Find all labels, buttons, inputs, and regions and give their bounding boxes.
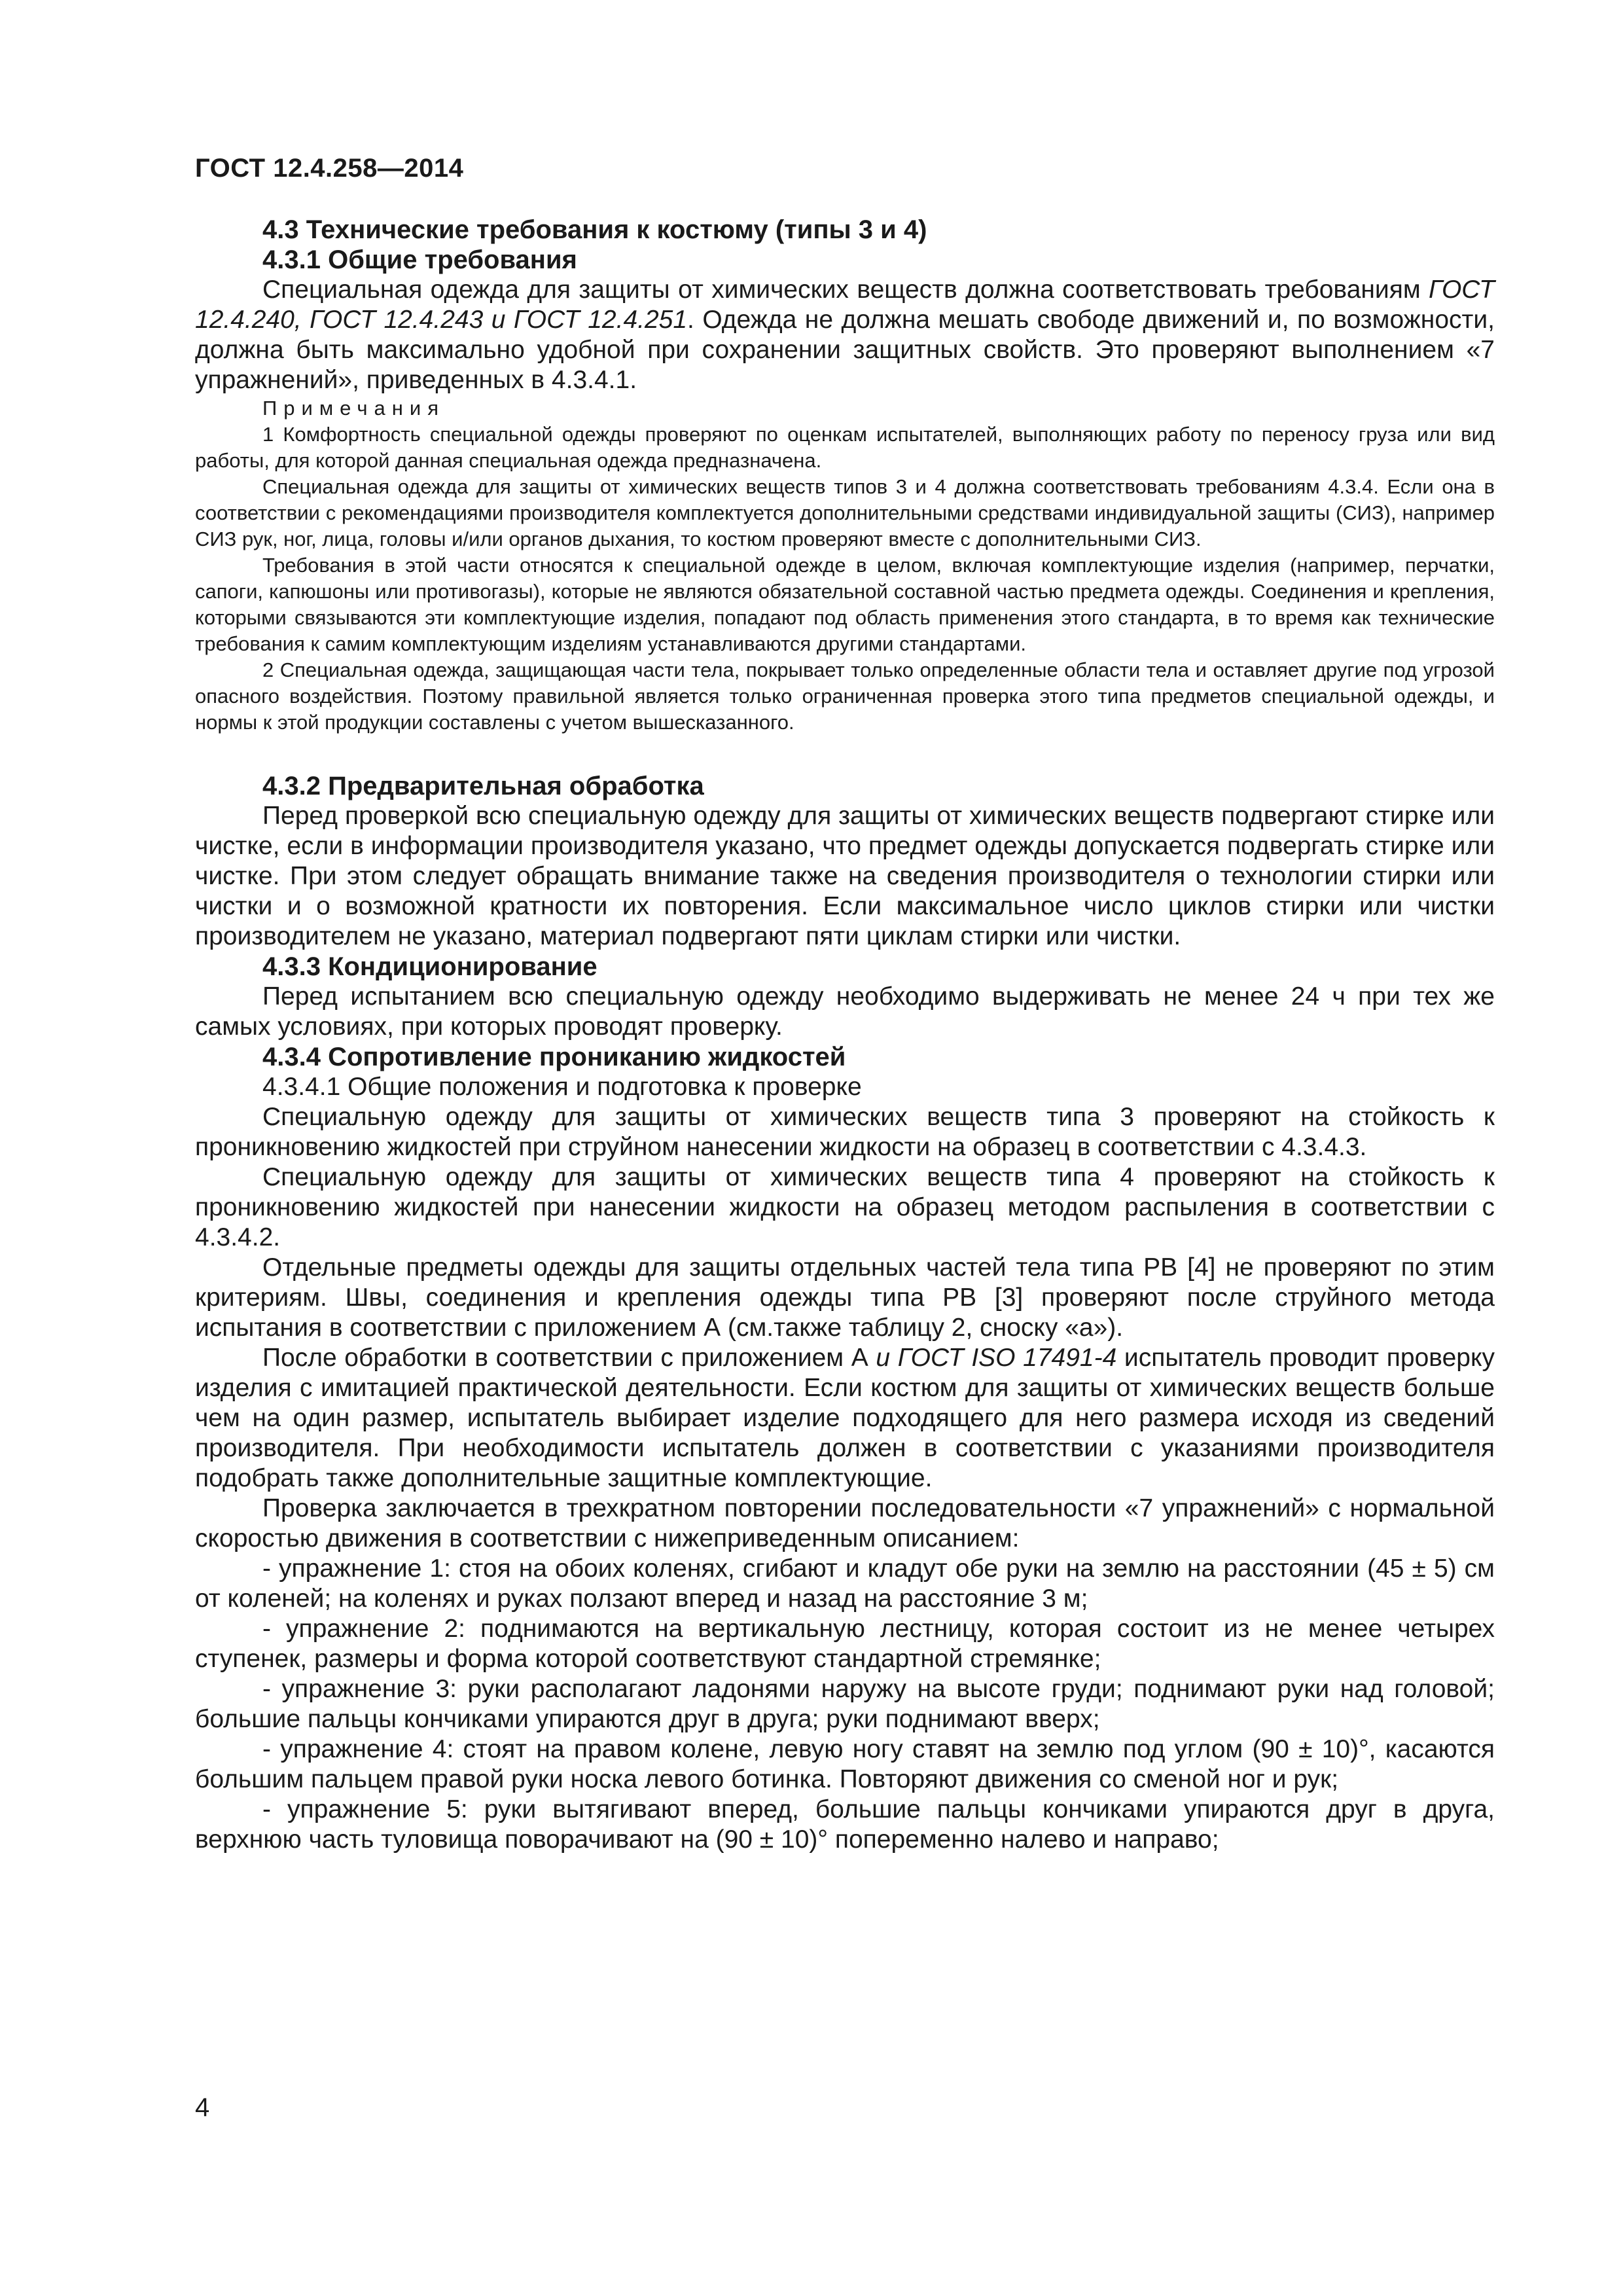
exercise-4: - упражнение 4: стоят на правом колене, левую ногу ставят на землю под углом (90 ± 10)°, касаются большим пальцем правой руки носка левого ботинка. Повторяют движения со сменой ног и рук; [195, 1735, 1495, 1793]
paragraph-type-3: Специальную одежду для защиты от химических веществ типа 3 проверяют на стойкость к проникновению жидкостей при струйном нанесении жидкости на образец в соответствии с 4.3.4.3. [195, 1103, 1495, 1161]
document-header: ГОСТ 12.4.258—2014 [195, 154, 464, 183]
exercise-5: - упражнение 5: руки вытягивают вперед, большие пальцы кончиками упираются друг в друга, верхнюю часть туловища поворачивают на (90 ± 10)° попеременно налево и направо; [195, 1795, 1495, 1854]
paragraph-text: Специальная одежда для защиты от химических веществ должна соответствовать требованиям [262, 276, 1429, 304]
paragraph-text: После обработки в соответствии с приложением А [262, 1344, 876, 1372]
note-1: 1 Комфортность специальной одежды проверяют по оценкам испытателей, выполняющих работу по переносу груза или вид работы, для которой данная специальная одежда предназначена. [195, 423, 1495, 472]
page-number: 4 [195, 2093, 210, 2122]
note-1-scope: Требования в этой части относятся к специальной одежде в целом, включая комплектующие изделия (например, перчатки, сапоги, капюшоны или противогазы), которые не являются обязательной составной частью предмета одежды. Соединения и крепления, которыми связываются эти комплектующие изделия, попадают под область применения этого стандарта, в то время как технические требования к самим комплектующим изделиям устанавливаются другими стандартами. [195, 554, 1495, 655]
notes-heading: Примечания [262, 397, 445, 420]
document-body [195, 215, 1495, 1855]
paragraph-conditioning: Перед испытанием всю специальную одежду необходимо выдерживать не менее 24 ч при тех же самых условиях, при которых проводят проверку. [195, 982, 1495, 1041]
exercise-3: - упражнение 3: руки располагают ладонями наружу на высоте груди; поднимают руки над головой; большие пальцы кончиками упираются друг в друга; руки поднимают вверх; [195, 1675, 1495, 1733]
paragraph-type-pb: Отдельные предметы одежды для защиты отдельных частей тела типа PB [4] не проверяют по этим критериям. Швы, соединения и крепления одежды типа PB [3] проверяют после струйного метода испытания в соответствии с приложением А (см.также таблицу 2, сноску «а»). [195, 1253, 1495, 1342]
paragraph-general-requirements [195, 275, 1495, 395]
paragraph-exercise-sequence: Проверка заключается в трехкратном повторении последовательности «7 упражнений» с нормальной скоростью движения в соответствии с нижеприведенным описанием: [195, 1494, 1495, 1552]
spacer [195, 736, 1495, 771]
exercise-1: - упражнение 1: стоя на обоих коленях, сгибают и кладут обе руки на землю на расстоянии (45 ± 5) см от коленей; на коленях и руках ползают вперед и назад на расстояние 3 м; [195, 1554, 1495, 1613]
note-2: 2 Специальная одежда, защищающая части тела, покрывает только определенные области тела и оставляет другие под угрозой опасного воздействия. Поэтому правильной является только ограниченная проверка этого типа предметов специальной одежды, и нормы к этой продукции составлены с учетом вышесказанного. [195, 658, 1495, 734]
section-4-3-3-title: 4.3.3 Кондиционирование [262, 952, 597, 981]
section-4-3-1-title: 4.3.1 Общие требования [262, 245, 577, 274]
standard-reference: и ГОСТ ISO 17491-4 [876, 1344, 1117, 1372]
paragraph-pretreatment: Перед проверкой всю специальную одежду для защиты от химических веществ подвергают стирке или чистке, если в информации производителя указано, что предмет одежды допускается подвергать стирке или чистке. При этом следует обращать внимание также на сведения производителя о технологии стирки или чистки и о возможной кратности их повторения. Если максимальное число циклов стирки или чистки производителем не указано, материал подвергают пяти циклам стирки или чистки. [195, 802, 1495, 950]
subsection-4-3-4-1-title: 4.3.4.1 Общие положения и подготовка к проверке [262, 1073, 862, 1101]
section-4-3-title: 4.3 Технические требования к костюму (типы 3 и 4) [262, 215, 927, 244]
exercise-2: - упражнение 2: поднимаются на вертикальную лестницу, которая состоит из не менее четырех ступенек, размеры и форма которой соответствуют стандартной стремянке; [195, 1615, 1495, 1673]
paragraph-type-4: Специальную одежду для защиты от химических веществ типа 4 проверяют на стойкость к проникновению жидкостей при нанесении жидкости на образец методом распыления в соответствии с 4.3.4.2. [195, 1163, 1495, 1251]
standard-references: ГОСТ 12.4.240, ГОСТ 12.4.243 и ГОСТ 12.4.251 [195, 276, 1495, 334]
paragraph-text: . Одежда не должна мешать свободе движений и, по возможности, должна быть максимально удобной при сохранении защитных свойств. Это проверяют выполнением «7 упражнений», приведенных в 4.3.4.1. [195, 306, 1495, 394]
paragraph-text: испытатель проводит проверку изделия с имитацией практической деятельности. Если костюм для защиты от химических веществ больше чем на один размер, испытатель выбирает изделие подходящего для него размера исходя из сведений производителя. При необходимости испытатель должен в соответствии с указаниями производителя подобрать также дополнительные защитные комплектующие. [195, 1344, 1495, 1492]
note-1-continued: Специальная одежда для защиты от химических веществ типов 3 и 4 должна соответствовать требованиям 4.3.4. Если она в соответствии с рекомендациями производителя комплектуется дополнительными средствами индивидуальной защиты (СИЗ), например СИЗ рук, ног, лица, головы и/или органов дыхания, то костюм проверяют вместе с дополнительными СИЗ. [195, 475, 1495, 550]
section-4-3-2-title: 4.3.2 Предварительная обработка [262, 772, 704, 800]
paragraph-practical-test [195, 1343, 1495, 1494]
section-4-3-4-title: 4.3.4 Сопротивление прониканию жидкостей [262, 1043, 846, 1071]
